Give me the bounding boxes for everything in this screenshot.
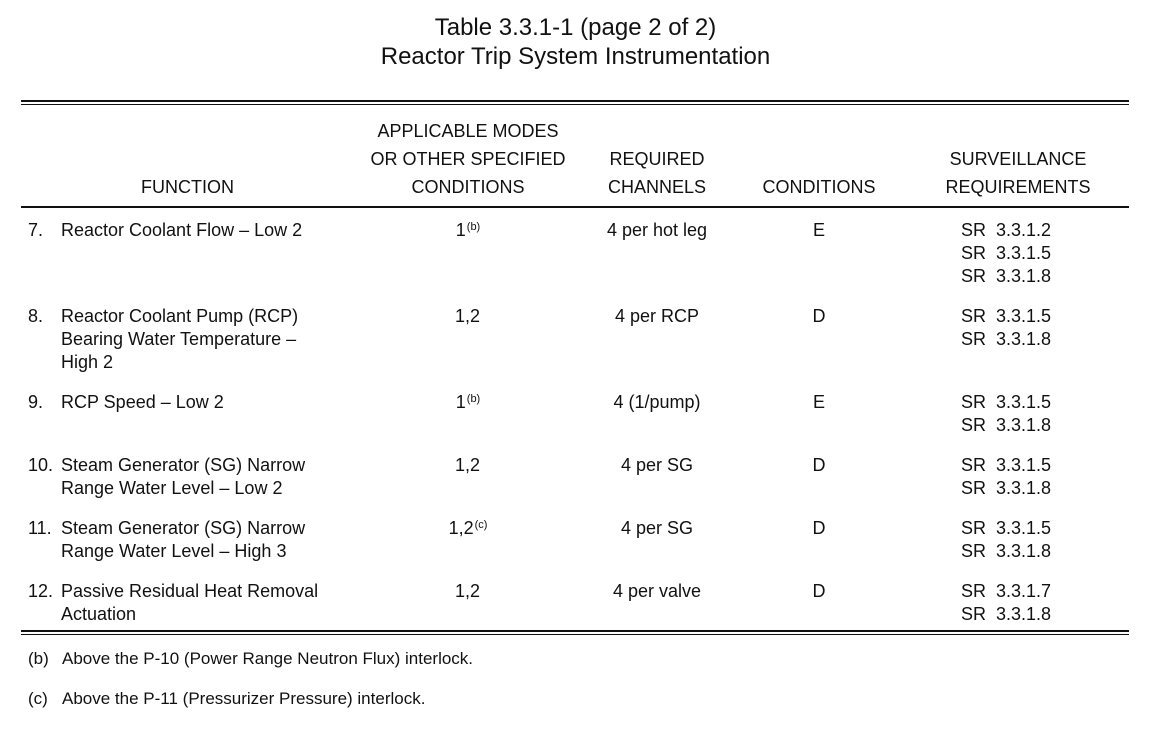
- header-surveillance: [928, 145, 1108, 201]
- header-channels-line2: CHANNELS: [607, 177, 707, 197]
- row-function: Passive Residual Heat Removal Actuation: [61, 581, 319, 624]
- row-condition: D: [812, 518, 826, 538]
- row-condition: D: [812, 306, 826, 326]
- header-channels: [587, 145, 727, 201]
- row-channels: 4 per RCP: [614, 306, 700, 326]
- row-number: 12.: [28, 581, 54, 601]
- row-surveillance: SR 3.3.1.5 SR 3.3.1.8: [961, 518, 1052, 561]
- row-function: Steam Generator (SG) Narrow Range Water Level – Low 2: [61, 455, 306, 498]
- row-mode: [408, 391, 528, 414]
- table-title: Table 3.3.1-1 (page 2 of 2): [434, 14, 717, 41]
- header-channels-line1: REQUIRED: [609, 149, 705, 169]
- header-rule: [21, 206, 1129, 208]
- footnote-text: Above the P-10 (Power Range Neutron Flux) interlock.: [62, 649, 474, 668]
- row-mode: [408, 454, 528, 477]
- row-mode: [408, 580, 528, 603]
- mode-footnote-ref: (b): [466, 393, 481, 405]
- row-function: Reactor Coolant Pump (RCP) Bearing Water Temperature – High 2: [61, 306, 299, 372]
- table-subtitle: Reactor Trip System Instrumentation: [380, 43, 771, 70]
- header-modes-line3: CONDITIONS: [411, 177, 525, 197]
- mode-value: 1: [455, 220, 466, 240]
- row-mode: [408, 517, 528, 540]
- row-function: RCP Speed – Low 2: [61, 392, 224, 412]
- footnote-text: Above the P-11 (Pressurizer Pressure) interlock.: [62, 689, 426, 708]
- row-surveillance: SR 3.3.1.5 SR 3.3.1.8: [961, 392, 1052, 435]
- mode-value: 1,2: [454, 581, 481, 601]
- top-rule-inner: [21, 104, 1129, 105]
- mode-footnote-ref: (c): [474, 519, 488, 531]
- footnote-b: [28, 648, 473, 670]
- top-rule: [21, 100, 1129, 102]
- mode-value: 1,2: [448, 518, 474, 538]
- row-number: 10.: [28, 455, 54, 475]
- row-channels: 4 (1/pump): [613, 392, 701, 412]
- row-number: 7.: [28, 220, 44, 240]
- header-surveillance-line2: REQUIREMENTS: [945, 177, 1091, 197]
- row-surveillance: SR 3.3.1.2 SR 3.3.1.5 SR 3.3.1.8: [961, 220, 1052, 286]
- row-mode: [408, 305, 528, 328]
- row-function: Reactor Coolant Flow – Low 2: [61, 220, 303, 240]
- row-channels: 4 per SG: [620, 518, 694, 538]
- row-channels: 4 per valve: [612, 581, 702, 601]
- footnote-c: [28, 688, 425, 710]
- row-number: 8.: [28, 306, 44, 326]
- row-mode: [408, 219, 528, 242]
- header-modes: [353, 117, 583, 201]
- header-modes-line1: APPLICABLE MODES: [377, 121, 559, 141]
- mode-value: 1,2: [454, 455, 481, 475]
- row-number: 11.: [28, 518, 52, 538]
- row-surveillance: SR 3.3.1.7 SR 3.3.1.8: [961, 581, 1052, 624]
- row-channels: 4 per SG: [620, 455, 694, 475]
- header-conditions: CONDITIONS: [762, 177, 876, 197]
- header-surveillance-line1: SURVEILLANCE: [949, 149, 1087, 169]
- mode-value: 1: [455, 392, 466, 412]
- mode-footnote-ref: (b): [466, 221, 481, 233]
- row-condition: E: [812, 392, 825, 412]
- row-surveillance: SR 3.3.1.5 SR 3.3.1.8: [961, 306, 1052, 349]
- row-condition: D: [812, 581, 826, 601]
- row-condition: E: [812, 220, 825, 240]
- header-function: FUNCTION: [141, 177, 234, 197]
- header-modes-line2: OR OTHER SPECIFIED: [370, 149, 566, 169]
- bottom-rule-inner: [21, 634, 1129, 635]
- row-surveillance: SR 3.3.1.5 SR 3.3.1.8: [961, 455, 1052, 498]
- row-function: Steam Generator (SG) Narrow Range Water Level – High 3: [61, 518, 306, 561]
- footnote-label: (c): [28, 689, 48, 708]
- row-number: 9.: [28, 392, 44, 412]
- mode-value: 1,2: [454, 306, 481, 326]
- row-channels: 4 per hot leg: [606, 220, 708, 240]
- footnote-label: (b): [28, 649, 49, 668]
- bottom-rule: [21, 630, 1129, 632]
- row-condition: D: [812, 455, 826, 475]
